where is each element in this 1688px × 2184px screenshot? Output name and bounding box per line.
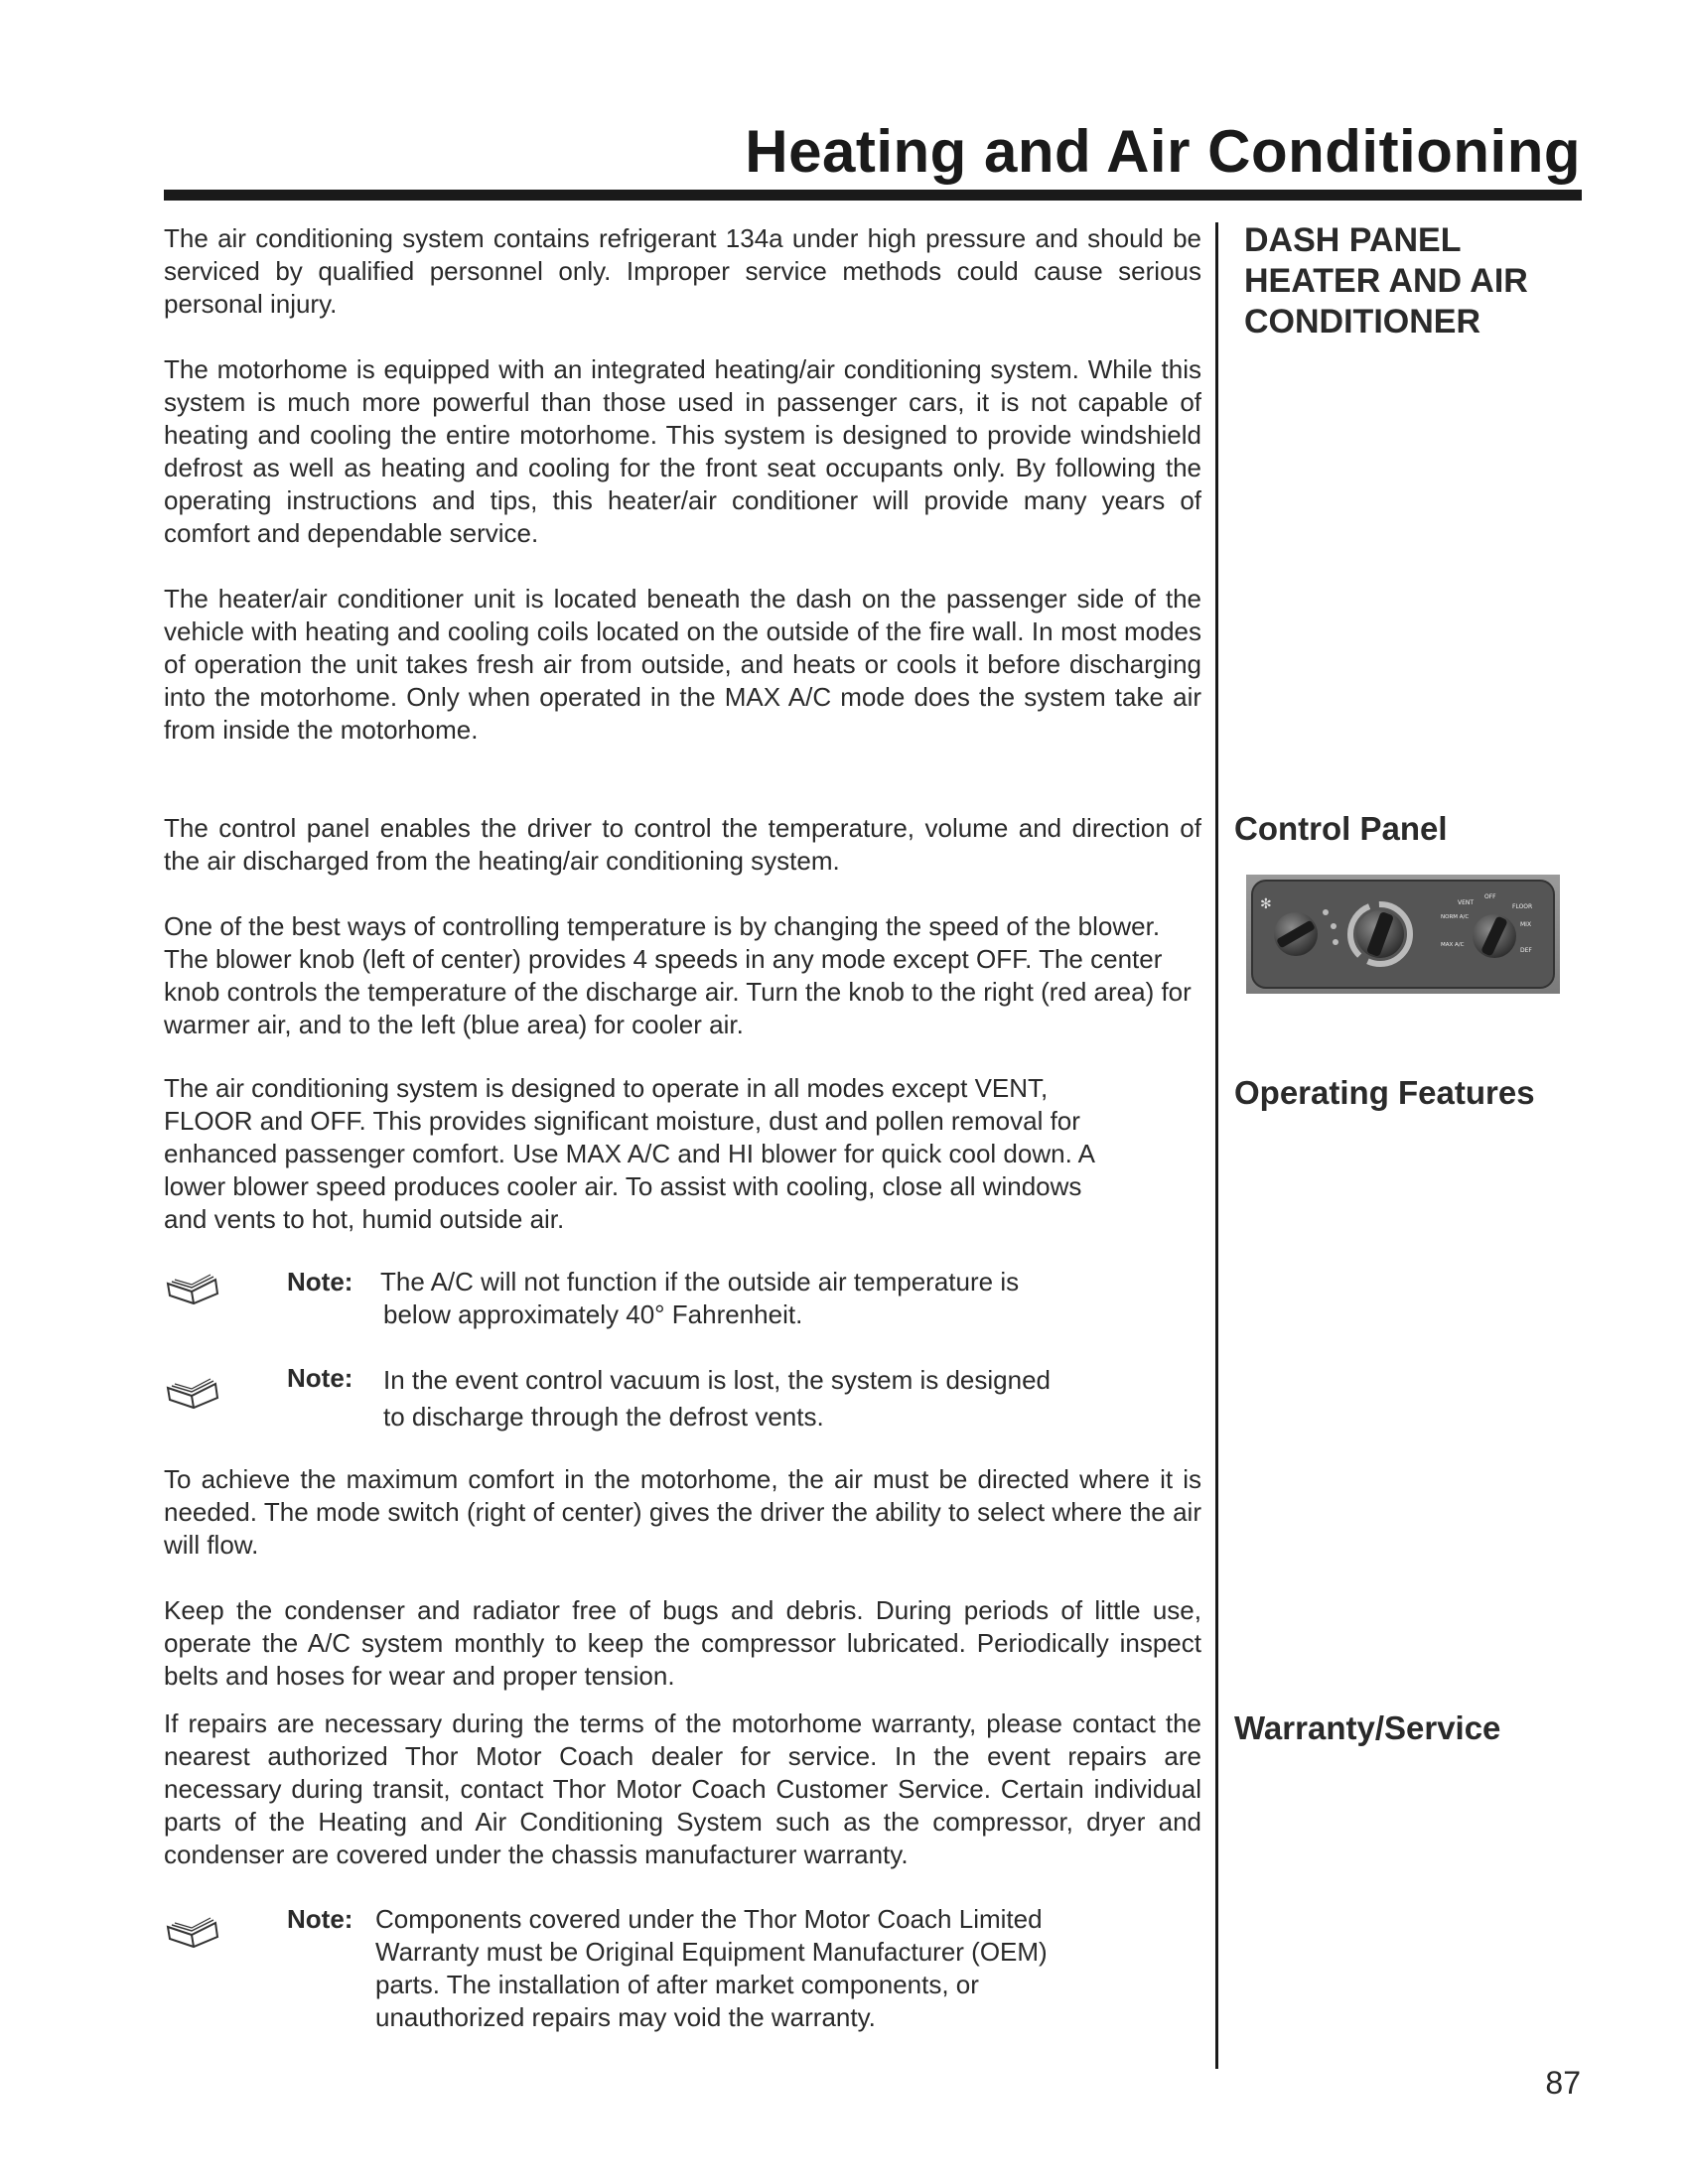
paragraph: The control panel enables the driver to control the temperature, volume and direction of the air discharged from the heating/air conditioning system.: [164, 813, 1201, 876]
note-label: Note:: [287, 1904, 353, 1934]
text-line: The A/C will not function if the outside air temperature is: [380, 1267, 1020, 1297]
svg-text:MAX A/C: MAX A/C: [1441, 942, 1465, 948]
svg-text:MIX: MIX: [1520, 921, 1532, 928]
text-line: Warranty must be Original Equipment Manufacturer (OEM): [375, 1937, 1048, 1967]
note-label: Note:: [287, 1267, 353, 1297]
paragraph: Keep the condenser and radiator free of bugs and debris. During periods of little use, operate the A/C system monthly to keep the compressor lubricated. Periodically inspect belts and hoses for wear and proper tension.: [164, 1595, 1201, 1691]
page-number: 87: [1545, 2065, 1581, 2101]
svg-text:OFF: OFF: [1484, 893, 1496, 900]
paragraph: The air conditioning system contains refrigerant 134a under high pressure and should be serviced by qualified personnel only. Improper service methods could cause serious personal injury.: [164, 223, 1201, 319]
note-text: [375, 1903, 1048, 2034]
text-line: FLOOR and OFF. This provides significant moisture, dust and pollen removal for: [164, 1106, 1080, 1136]
note-text: [380, 1266, 1019, 1331]
paragraph: One of the best ways of controlling temperature is by changing the speed of the blower. The blower knob (left of center) provides 4 speeds in any mode except OFF. The center knob controls the temperature of the discharge air. Turn the knob to the right (red area) for warmer air, and to the left (blue area) for cooler air.: [164, 911, 1192, 1039]
text-line: below approximately 40° Fahrenheit.: [383, 1299, 803, 1329]
svg-text:VENT: VENT: [1458, 899, 1475, 906]
svg-text:NORM A/C: NORM A/C: [1441, 914, 1470, 920]
paragraph: If repairs are necessary during the terms of the motorhome warranty, please contact the nearest authorized Thor Motor Coach dealer for service. In the event repairs are necessary during transit, contact Thor Motor Coach Customer Service. Certain individual parts of the Heating and Air Conditioning System such as the compressor, dryer and condenser are covered under the chassis manufacturer warranty.: [164, 1708, 1201, 1869]
heading-line: DASH PANEL: [1244, 221, 1462, 259]
section-heading-dash-panel: [1244, 220, 1572, 342]
note-label: Note:: [287, 1363, 353, 1393]
paragraph: To achieve the maximum comfort in the motorhome, the air must be directed where it is needed. The mode switch (right of center) gives the driver the ability to select where the air will flow.: [164, 1464, 1201, 1560]
section-heading-control-panel: Control Panel: [1234, 810, 1448, 847]
text-line: In the event control vacuum is lost, the system is designed: [383, 1365, 1052, 1395]
page-title: Heating and Air Conditioning: [745, 118, 1581, 185]
paragraph-operating-features: [164, 1072, 1201, 1236]
book-icon: [164, 1270, 221, 1305]
text-line: The air conditioning system is designed to operate in all modes except VENT,: [164, 1073, 1049, 1103]
text-line: to discharge through the defrost vents.: [383, 1402, 824, 1432]
book-icon: [164, 1913, 221, 1949]
text-line: and vents to hot, humid outside air.: [164, 1204, 565, 1234]
paragraph: The motorhome is equipped with an integrated heating/air conditioning system. While this system is much more powerful than those used in passenger cars, it is not capable of heating and cooling the entire motorhome. This system is designed to provide windshield defrost as well as heating and cooling for the front seat occupants only. By following the operating instructions and tips, this heater/air conditioner will provide many years of comfort and dependable service.: [164, 354, 1201, 548]
control-panel-image: [1246, 875, 1560, 994]
paragraph: The heater/air conditioner unit is located beneath the dash on the passenger side of the vehicle with heating and cooling coils located on the outside of the fire wall. In most modes of operation the unit takes fresh air from outside, and heats or cools it before discharging into the motorhome. Only when operated in the MAX A/C mode does the system take air from inside the motorhome.: [164, 584, 1201, 745]
column-divider: [1215, 222, 1218, 2069]
heading-line: CONDITIONER: [1244, 303, 1480, 341]
heading-line: HEATER AND AIR: [1244, 262, 1528, 300]
text-line: enhanced passenger comfort. Use MAX A/C and HI blower for quick cool down. A: [164, 1139, 1095, 1168]
text-line: Components covered under the Thor Motor Coach Limited: [375, 1904, 1043, 1934]
title-rule: [164, 190, 1582, 201]
book-icon: [164, 1374, 221, 1410]
section-heading-operating-features: Operating Features: [1234, 1074, 1535, 1111]
text-line: parts. The installation of after market components, or: [375, 1970, 979, 1999]
text-line: lower blower speed produces cooler air. To assist with cooling, close all windows: [164, 1171, 1082, 1201]
note-text: [383, 1362, 1051, 1435]
section-heading-warranty: Warranty/Service: [1234, 1709, 1501, 1746]
svg-text:FLOOR: FLOOR: [1512, 903, 1533, 910]
svg-text:DEF: DEF: [1520, 947, 1532, 954]
fan-icon: ✻: [1260, 896, 1272, 912]
text-line: unauthorized repairs may void the warranty.: [375, 2002, 876, 2032]
